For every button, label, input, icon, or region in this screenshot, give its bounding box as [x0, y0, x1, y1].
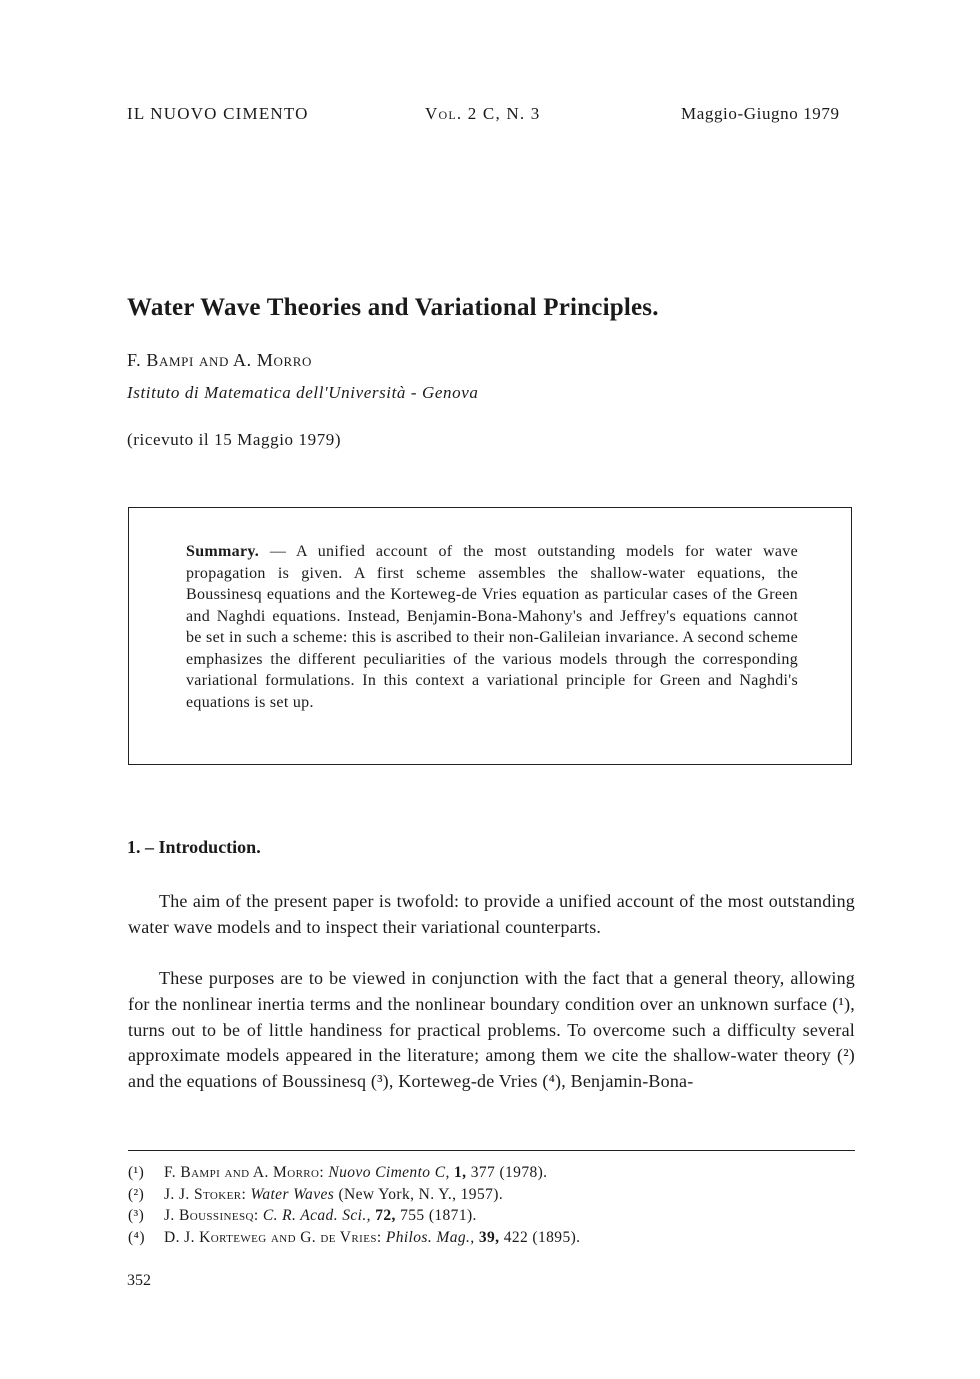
footnote-rest: 422 (1895).	[503, 1228, 581, 1246]
paragraph-1	[128, 889, 855, 941]
footnote-number: (⁴)	[128, 1228, 145, 1246]
footnote-authors: J. J. Stoker:	[164, 1185, 247, 1203]
received-date: (ricevuto il 15 Maggio 1979)	[127, 430, 342, 449]
footnote	[128, 1227, 580, 1249]
footnote-number: (¹)	[128, 1164, 145, 1181]
paper-authors: F. Bampi and A. Morro	[127, 350, 312, 370]
section-heading: 1. – Introduction.	[127, 837, 261, 857]
volume-info: Vol. 2 C, N. 3	[425, 104, 541, 123]
affiliation: Istituto di Matematica dell'Università - Genova	[127, 383, 479, 402]
footnote-volume: 1,	[454, 1164, 467, 1181]
footnote	[128, 1205, 580, 1227]
footnote-rest: 755 (1871).	[400, 1207, 477, 1224]
footnote-rest: 377 (1978).	[470, 1164, 548, 1181]
summary-text	[186, 541, 798, 713]
paragraph-1-text: The aim of the present paper is twofold: to provide a unified account of the most outstanding water wave models and to inspect their variational counterparts.	[128, 891, 855, 937]
footnote	[128, 1184, 580, 1206]
journal-name: IL NUOVO CIMENTO	[127, 104, 309, 123]
footnote-authors: D. J. Korteweg and G. de Vries:	[164, 1228, 382, 1246]
footnote-number: (²)	[128, 1185, 145, 1203]
summary-body: — A unified account of the most outstanding models for water wave propagation is given. A first scheme assembles the shallow-water equations, the Boussinesq equations and the Korteweg-de Vries equation as particular cases of the Green and Naghdi equations. Instead, Benjamin-Bona-Mahony's and Jeffrey's equations cannot be set in such a scheme: this is ascribed to their non-Galileian invariance. A second scheme emphasizes the different peculiarities of the various models through the corresponding variational formulations. In this context a variational principle for Green and Naghdi's equations is set up.	[186, 543, 798, 711]
issue-date: Maggio-Giugno 1979	[681, 104, 840, 123]
summary-label: Summary.	[186, 543, 260, 560]
paper-title: Water Wave Theories and Variational Principles.	[127, 294, 659, 321]
footnote-volume: 39,	[478, 1228, 500, 1246]
footnote-volume: 72,	[375, 1207, 396, 1224]
footnote-number: (³)	[128, 1207, 145, 1224]
paragraph-2-text: These purposes are to be viewed in conjunction with the fact that a general theory, allowing for the nonlinear inertia terms and the nonlinear boundary condition over an unknown surface (¹), turns out to be of little handiness for practical problems. To overcome such a difficulty several approximate models appeared in the literature; among them we cite the shallow-water theory (²) and the equations of Boussinesq (³), Korteweg-de Vries (⁴), Benjamin-Bona-	[128, 968, 855, 1092]
footnote-journal: Nuovo Cimento C,	[328, 1164, 450, 1181]
footnote-authors: F. Bampi and A. Morro:	[164, 1164, 325, 1181]
footnote-rest: (New York, N. Y., 1957).	[338, 1185, 504, 1203]
footnote-divider	[128, 1150, 855, 1151]
footnote	[128, 1162, 580, 1184]
footnote-authors: J. Boussinesq:	[164, 1207, 259, 1224]
page-number: 352	[127, 1272, 151, 1289]
footnotes	[128, 1162, 580, 1248]
paragraph-2	[128, 966, 855, 1095]
summary-box	[128, 507, 852, 765]
footnote-journal: Water Waves	[250, 1185, 335, 1203]
footnote-journal: C. R. Acad. Sci.,	[262, 1207, 371, 1224]
footnote-journal: Philos. Mag.,	[385, 1228, 475, 1246]
